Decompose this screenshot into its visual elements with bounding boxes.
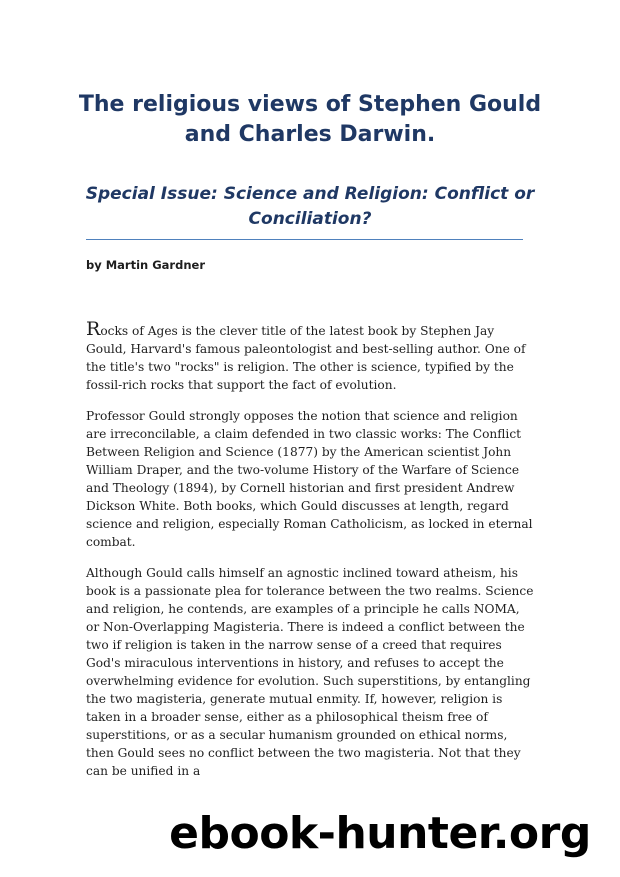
watermark: ebook-hunter.org (169, 808, 591, 859)
title-divider (86, 239, 523, 240)
paragraph-2: Professor Gould strongly opposes the notion that science and religion are irreconcilable, a claim defended in two classic works: The Conflict Between Religion and Science (1877) by the American scientist John William Draper, and the two-volume History of the Warfare of Science and Theology (1894), by Cornell historian and first president Andrew Dickson White. Both books, which Gould discusses at length, regard science and religion, especially Roman Catholicism, as locked in eternal combat. (86, 409, 533, 549)
paragraph-1-text: ocks of Ages is the clever title of the latest book by Stephen Jay Gould, Harvard's famous paleontologist and best-selling author. One of the title's two "rocks" is religion. The other is science, typified by the fossil-rich rocks that support the fact of evolution. (86, 324, 526, 392)
paragraph-3: Although Gould calls himself an agnostic inclined toward atheism, his book is a passionate plea for tolerance between the two realms. Science and religion, he contends, are examples of a principle he calls NOMA, or Non-Overlapping Magisteria. There is indeed a conflict between the two if religion is taken in the narrow sense of a creed that requires God's miraculous interventions in history, and refuses to accept the overwhelming evidence for evolution. Such superstitions, by entangling the two magisteria, generate mutual enmity. If, however, religion is taken in a broader sense, either as a philosophical theism free of superstitions, or as a secular humanism grounded on ethical norms, then Gould sees no conflict between the two magisteria. Not that they can be unified in a (86, 566, 534, 778)
drop-cap: R (86, 318, 101, 340)
article-title: The religious views of Stephen Gould and Charles Darwin. (78, 92, 542, 147)
article-body (86, 320, 536, 793)
paragraph-1 (86, 320, 536, 394)
article-subtitle: Special Issue: Science and Religion: Conflict or Conciliation? (85, 184, 535, 229)
byline: by Martin Gardner (86, 258, 205, 272)
